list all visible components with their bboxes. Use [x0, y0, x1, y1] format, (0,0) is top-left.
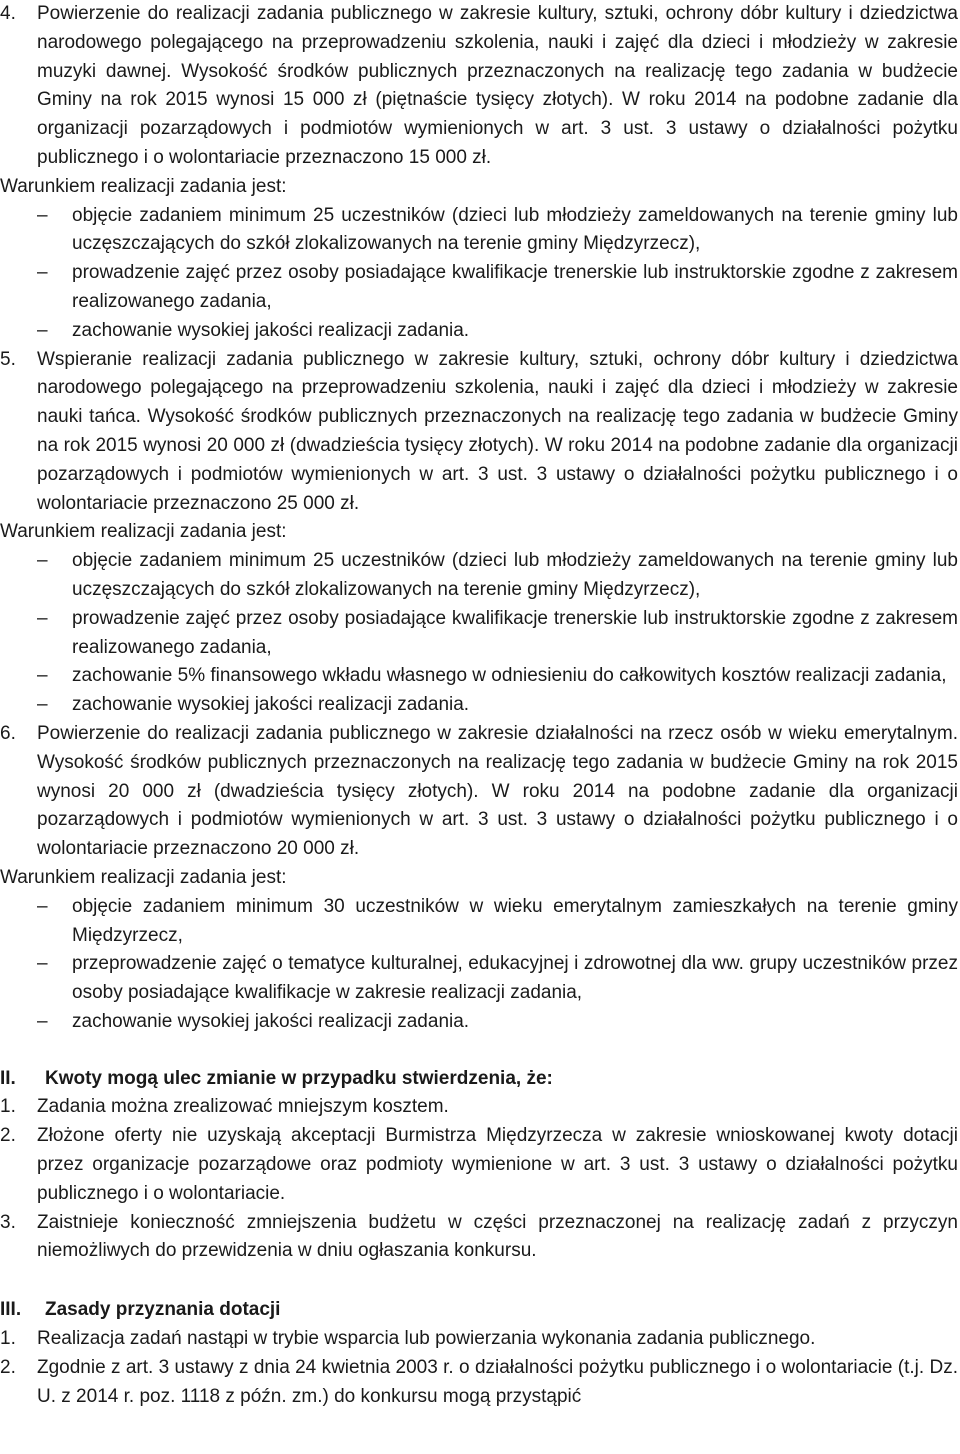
task-item-4 — [0, 0, 958, 173]
list-item — [0, 1008, 958, 1037]
item-number: 3. — [0, 1211, 16, 1233]
dash-marker: – — [37, 953, 48, 975]
list-item — [0, 202, 958, 260]
section-item — [0, 1354, 958, 1412]
dash-marker: – — [37, 262, 48, 284]
list-item-text: zachowanie wysokiej jakości realizacji zadania. — [72, 694, 470, 716]
list-item-text: przeprowadzenie zajęć o tematyce kulturalnej, edukacyjnej i zdrowotnej dla ww. grupy uczestników przez osoby posiadające kwalifikacje w zakresie realizacji zadania, — [72, 953, 958, 1004]
section-item — [0, 1122, 958, 1208]
dash-marker: – — [37, 550, 48, 572]
item-text: Wspieranie realizacji zadania publicznego w zakresie kultury, sztuki, ochrony dóbr kultury i dziedzictwa narodowego polegającego na przeprowadzeniu szkolenia, nauki i zajęć dla dzieci i młodzieży w zakresie nauki tańca. Wysokość środków publicznych przeznaczonych na realizację tego zadania w budżecie Gminy na rok 2015 wynosi 20 000 zł (dwadzieścia tysięcy złotych). W roku 2014 na podobne zadanie dla organizacji pozarządowych i podmiotów wymienionych w art. 3 ust. 3 ustawy o działalności pożytku publicznego i o wolontariacie przeznaczono 25 000 zł. — [37, 348, 958, 514]
list-item-text: prowadzenie zajęć przez osoby posiadające kwalifikacje trenerskie lub instruktorskie zgodne z zakresem realizowanego zadania, — [72, 607, 958, 658]
list-item — [0, 259, 958, 317]
section-title: Zasady przyznania dotacji — [45, 1299, 281, 1321]
list-item — [0, 893, 958, 951]
item-text: Zadania można zrealizować mniejszym kosztem. — [37, 1096, 449, 1118]
dash-marker: – — [37, 694, 48, 716]
section-item — [0, 1209, 958, 1267]
item-number: 1. — [0, 1096, 16, 1118]
dash-marker: – — [37, 1010, 48, 1032]
item-text: Powierzenie do realizacji zadania publicznego w zakresie działalności na rzecz osób w wieku emerytalnym. Wysokość środków publicznych przeznaczonych na realizację tego zadania w budżecie Gminy na rok 2015 wynosi 20 000 zł (dwadzieścia tysięcy złotych). W roku 2014 na podobne zadanie dla organizacji pozarządowych i podmiotów wymienionych w art. 3 ust. 3 ustawy o działalności pożytku publicznego i o wolontariacie przeznaczono 20 000 zł. — [37, 722, 958, 860]
list-item-text: zachowanie 5% finansowego wkładu własnego w odniesieniu do całkowitych kosztów realizacji zadania, — [72, 665, 947, 687]
list-item — [0, 691, 958, 720]
section-heading-III — [0, 1296, 958, 1325]
item-number: 2. — [0, 1125, 16, 1147]
list-item — [0, 605, 958, 663]
dash-marker: – — [37, 895, 48, 917]
list-item-text: objęcie zadaniem minimum 30 uczestników w wieku emerytalnym zamieszkałych na terenie gminy Międzyrzecz, — [72, 895, 958, 946]
dash-marker: – — [37, 665, 48, 687]
dash-marker: – — [37, 204, 48, 226]
item-text: Zgodnie z art. 3 ustawy z dnia 24 kwietnia 2003 r. o działalności pożytku publicznego i o wolontariacie (t.j. Dz. U. z 2014 r. poz. 1118 z późn. zm.) do konkursu mogą przystąpić — [37, 1356, 958, 1407]
dash-marker: – — [37, 607, 48, 629]
item-text: Realizacja zadań nastąpi w trybie wsparcia lub powierzania wykonania zadania publicznego. — [37, 1328, 816, 1350]
section-item — [0, 1325, 958, 1354]
item-text: Powierzenie do realizacji zadania publicznego w zakresie kultury, sztuki, ochrony dóbr kultury i dziedzictwa narodowego polegającego na przeprowadzeniu szkolenia, nauki i zajęć dla dzieci i młodzieży w zakresie muzyki dawnej. Wysokość środków publicznych przeznaczonych na realizację tego zadania w budżecie Gminy na rok 2015 wynosi 15 000 zł (piętnaście tysięcy złotych). W roku 2014 na podobne zadanie dla organizacji pozarządowych i podmiotów wymienionych w art. 3 ust. 3 ustawy o działalności pożytku publicznego i o wolontariacie przeznaczono 15 000 zł. — [37, 3, 958, 168]
item-number: 4. — [0, 3, 16, 24]
task-item-5 — [0, 346, 958, 519]
item-number: 1. — [0, 1328, 16, 1350]
list-item — [0, 662, 958, 691]
list-item — [0, 317, 958, 346]
list-item — [0, 950, 958, 1008]
list-item-text: zachowanie wysokiej jakości realizacji zadania. — [72, 1010, 470, 1032]
item-number: 2. — [0, 1356, 16, 1378]
list-item-text: objęcie zadaniem minimum 25 uczestników (dzieci lub młodzieży zameldowanych na terenie gminy lub uczęszczających do szkół zlokalizowanych na terenie gminy Międzyrzecz), — [72, 550, 958, 600]
section-number: III. — [0, 1299, 22, 1321]
dash-marker: – — [37, 319, 48, 341]
condition-heading: Warunkiem realizacji zadania jest: — [0, 521, 287, 543]
item-text: Złożone oferty nie uzyskają akceptacji Burmistrza Międzyrzecza w zakresie wnioskowanej kwoty dotacji przez organizacje pozarządowe oraz podmioty wymienione w art. 3 ust. 3 ustawy o działalności pożytku publicznego i o wolontariacie. — [37, 1125, 958, 1204]
list-item-text: prowadzenie zajęć przez osoby posiadające kwalifikacje trenerskie lub instruktorskie zgodne z zakresem realizowanego zadania, — [72, 262, 958, 312]
item-number: 6. — [0, 722, 16, 744]
section-heading-II — [0, 1065, 958, 1094]
list-item — [0, 547, 958, 605]
section-item — [0, 1093, 958, 1122]
task-item-6 — [0, 720, 958, 864]
item-number: 5. — [0, 348, 16, 370]
condition-heading: Warunkiem realizacji zadania jest: — [0, 866, 287, 888]
section-number: II. — [0, 1067, 16, 1089]
list-item-text: objęcie zadaniem minimum 25 uczestników (dzieci lub młodzieży zameldowanych na terenie gminy lub uczęszczających do szkół zlokalizowanych na terenie gminy Międzyrzecz), — [72, 204, 958, 255]
list-item-text: zachowanie wysokiej jakości realizacji zadania. — [72, 319, 470, 341]
section-title: Kwoty mogą ulec zmianie w przypadku stwierdzenia, że: — [45, 1067, 553, 1089]
item-text: Zaistnieje konieczność zmniejszenia budżetu w części przeznaczonej na realizację zadań z przyczyn niemożliwych do przewidzenia w dniu ogłaszania konkursu. — [37, 1211, 958, 1262]
condition-heading: Warunkiem realizacji zadania jest: — [0, 175, 287, 197]
